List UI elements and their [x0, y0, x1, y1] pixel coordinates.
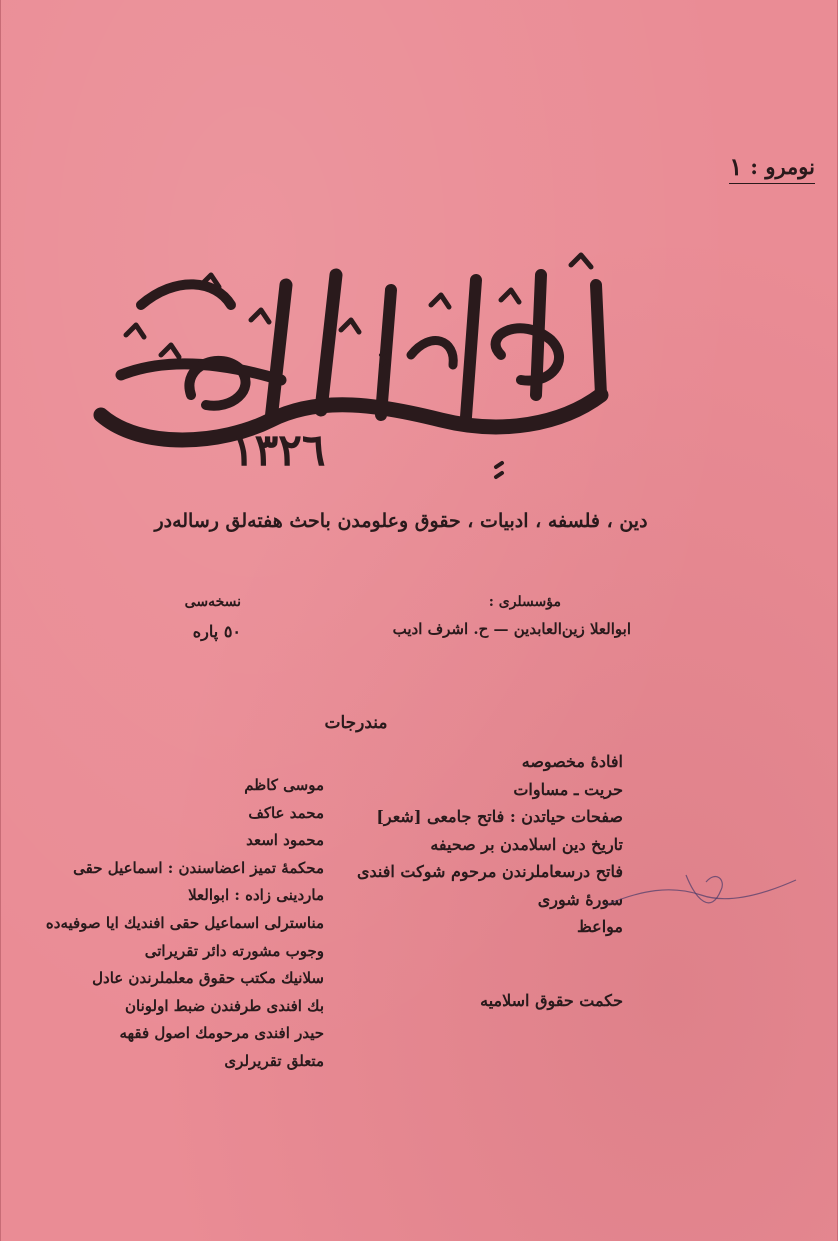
toc-title-item: فاتح درسعاملرندن مرحوم شوكت افندى: [356, 862, 623, 881]
toc-author-item: مناسترلى اسماعيل حقى افنديك ايا صوفيه‌ده: [45, 913, 324, 932]
masthead-logo: [81, 245, 641, 495]
toc-title-item: حكمت حقوق اسلاميه: [480, 990, 623, 1010]
issue-number-value: ١: [729, 152, 743, 181]
toc-authors: [45, 772, 324, 1076]
toc-title-item: سورۀ شورى: [537, 889, 623, 909]
masthead-calligraphy: [81, 245, 641, 495]
toc-author-item: محمد عاكف: [248, 803, 324, 822]
toc-title-item: افادۀ مخصوصه: [521, 752, 623, 771]
issue-number: [729, 152, 815, 184]
toc-author-item: محكمۀ تميز اعضاسندن : اسماعيل حقى: [73, 858, 324, 877]
issue-number-label: نومرو :: [750, 154, 815, 179]
toc-author-item: سلانيك مكتب حقوق معلملرندن عادل: [92, 969, 324, 988]
pen-scribble-mark: [601, 860, 801, 930]
toc-titles: [341, 748, 623, 1014]
masthead-year: ١٣٢٦: [231, 425, 326, 476]
toc-title-item: صفحات حياتدن : فاتح جامعى [شعر]: [376, 807, 623, 826]
founders-label: مؤسسلرى :: [488, 594, 561, 610]
toc-author-item: وجوب مشورتە دائر تقريراتى: [144, 941, 324, 960]
toc-author-item: محمود اسعد: [246, 831, 324, 850]
toc-author-item: موسى كاظم: [244, 776, 324, 794]
toc-title-item: حريت ـ مساوات: [513, 779, 623, 799]
toc-title-item: تاريخ دين اسلامدن بر صحيفه: [430, 834, 623, 854]
toc-author-item: متعلق تقريرلرى: [224, 1051, 324, 1070]
price-value: ٥٠ پاره: [192, 622, 241, 641]
toc-title-item: مواعظ: [576, 917, 623, 936]
contents-heading: مندرجات: [324, 713, 388, 733]
subtitle: دين ، فلسفه ، ادبيات ، حقوق وعلومدن باحث هفته‌لق رساله‌در: [154, 510, 648, 532]
price-label: نسخه‌سى: [184, 594, 241, 610]
founders-names: ابوالعلا زين‌العابدين — ح. اشرف اديب: [392, 620, 631, 638]
toc-author-item: بك افندى طرفندن ضبط اولونان: [125, 996, 324, 1015]
toc-author-item: ماردينى زاده : ابوالعلا: [188, 886, 324, 905]
toc-author-item: حيدر افندى مرحومك اصول فقهه: [119, 1024, 324, 1043]
